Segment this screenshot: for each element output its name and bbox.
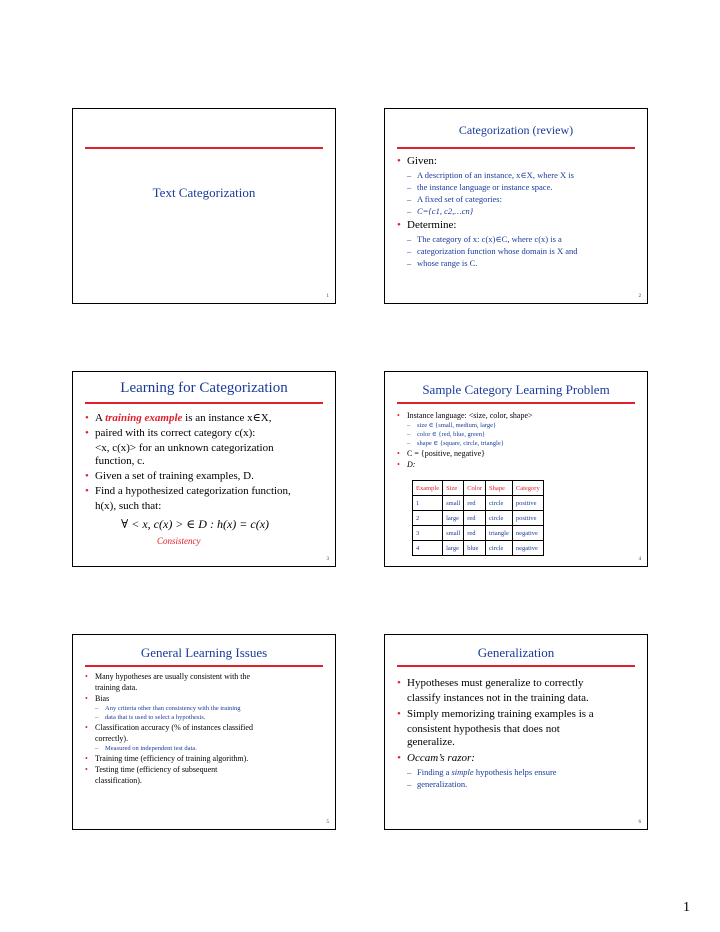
- table-cell: red: [464, 511, 486, 526]
- slide-title: Learning for Categorization: [120, 380, 288, 396]
- slide-number: 1: [326, 294, 329, 299]
- page-number: 1: [683, 900, 690, 915]
- slide-body: [397, 675, 639, 791]
- table-cell: large: [443, 511, 464, 526]
- table-header: Shape: [486, 481, 513, 496]
- table-header: Size: [443, 481, 464, 496]
- slide-4: [384, 371, 648, 567]
- bullet-cont: function, c.: [95, 455, 145, 467]
- bullet-cont: generalize.: [407, 736, 455, 748]
- title-rule: [85, 402, 323, 404]
- category-table: [412, 480, 544, 556]
- sub-bullet: – shape ∈ {square, circle, triangle}: [397, 440, 639, 448]
- sub-bullet: – size ∈ {small, medium, large}: [397, 422, 639, 430]
- sub-bullet: – color ∈ {red, blue, green}: [397, 431, 639, 439]
- table-header: Category: [512, 481, 543, 496]
- slide-number: 4: [638, 557, 641, 562]
- bullet-cont: h(x), such that:: [95, 500, 162, 512]
- slide-number: 6: [638, 820, 641, 825]
- bullet-cont: <x, c(x)> for an unknown categorization: [95, 442, 274, 454]
- table-cell: positive: [512, 496, 543, 511]
- table-cell: circle: [486, 496, 513, 511]
- table-cell: 1: [413, 496, 443, 511]
- slide-number: 3: [326, 557, 329, 562]
- sub-bullet-cont: – categorization function whose domain is X and: [397, 246, 639, 257]
- sub-bullet-cont: – C={c1, c2,…cn}: [397, 206, 639, 217]
- title-rule: [85, 147, 323, 149]
- bullet: • Many hypotheses are usually consistent with the: [85, 672, 327, 682]
- sub-bullet: – A description of an instance, x∈X, where X is: [397, 170, 639, 181]
- table-cell: large: [443, 541, 464, 556]
- slide-number: 2: [638, 294, 641, 299]
- consistency-label: Consistency: [157, 536, 201, 546]
- table-cell: circle: [486, 511, 513, 526]
- slide-title: Text Categorization: [152, 185, 256, 200]
- table-row: [413, 541, 544, 556]
- slide-body: [397, 153, 639, 270]
- title-rule: [85, 665, 323, 667]
- slide-title: Categorization (review): [458, 123, 574, 137]
- table-cell: small: [443, 496, 464, 511]
- table-cell: triangle: [486, 526, 513, 541]
- slide-title: General Learning Issues: [140, 645, 268, 660]
- bullet: • Simply memorizing training examples is a: [397, 708, 639, 721]
- sub-bullet: – The category of x: c(x)∈C, where c(x) is a: [397, 234, 639, 245]
- slide-title: Sample Category Learning Problem: [422, 382, 610, 397]
- slide-1: [72, 108, 336, 304]
- bullet: • Occam’s razor:: [397, 752, 639, 765]
- sub-bullet-cont: – data that is used to select a hypothesis.: [85, 714, 327, 722]
- bullet-cont: correctly).: [95, 734, 129, 743]
- bullet: • D:: [397, 460, 639, 470]
- bullet: • A training example is an instance x∈X,: [85, 412, 327, 425]
- title-rule: [397, 147, 635, 149]
- slide-title: Generalization: [477, 645, 555, 660]
- table-cell: 2: [413, 511, 443, 526]
- bullet: • Bias: [85, 694, 327, 704]
- sub-bullet: – Any criteria other than consistency with the training: [85, 705, 327, 713]
- slide-2: [384, 108, 648, 304]
- table-cell: positive: [512, 511, 543, 526]
- bullet: • Determine:: [397, 219, 639, 232]
- table-header: Example: [413, 481, 443, 496]
- bullet: • C = {positive, negative}: [397, 449, 639, 459]
- slide-number: 5: [326, 820, 329, 825]
- table-cell: red: [464, 496, 486, 511]
- table-row: [413, 526, 544, 541]
- table-row: [413, 496, 544, 511]
- title-rule: [397, 402, 635, 404]
- sub-bullet-cont: – generalization.: [397, 779, 639, 790]
- bullet: • Find a hypothesized categorization function,: [85, 485, 327, 498]
- table-cell: red: [464, 526, 486, 541]
- bullet-cont: • paired with its correct category c(x):: [85, 427, 327, 440]
- slide-5: [72, 634, 336, 830]
- bullet-cont: training data.: [95, 683, 138, 692]
- table-cell: 3: [413, 526, 443, 541]
- slide-body: [85, 410, 327, 546]
- table-cell: small: [443, 526, 464, 541]
- bullet: • Training time (efficiency of training algorithm).: [85, 754, 327, 764]
- bullet: • Hypotheses must generalize to correctly: [397, 677, 639, 690]
- table-cell: blue: [464, 541, 486, 556]
- table-cell: 4: [413, 541, 443, 556]
- bullet-cont: classify instances not in the training data.: [407, 692, 589, 704]
- bullet: • Given a set of training examples, D.: [85, 470, 327, 483]
- bullet-cont: consistent hypothesis that does not: [407, 723, 560, 735]
- sub-bullet: – Measured on independent test data.: [85, 745, 327, 753]
- slide-6: [384, 634, 648, 830]
- bullet: • Instance language: <size, color, shape>: [397, 411, 639, 421]
- table-row: [413, 511, 544, 526]
- bullet: • Testing time (efficiency of subsequent: [85, 765, 327, 775]
- table-header: Color: [464, 481, 486, 496]
- table-header-row: [413, 481, 544, 496]
- bullet: • Classification accuracy (% of instances classified: [85, 723, 327, 733]
- table-cell: negative: [512, 541, 543, 556]
- slide-body: [85, 671, 327, 786]
- slide-body: [397, 410, 639, 471]
- slide-3: [72, 371, 336, 567]
- sub-bullet-cont: – the instance language or instance space.: [397, 182, 639, 193]
- consistency-formula: ∀ < x, c(x) > ∈ D : h(x) = c(x): [121, 517, 270, 531]
- sub-bullet: – Finding a simple hypothesis helps ensure: [397, 767, 639, 778]
- table-cell: negative: [512, 526, 543, 541]
- sub-bullet: – A fixed set of categories:: [397, 194, 639, 205]
- bullet-cont: classification).: [95, 776, 142, 785]
- bullet: • Given:: [397, 155, 639, 168]
- sub-bullet-cont: – whose range is C.: [397, 258, 639, 269]
- title-rule: [397, 665, 635, 667]
- table-cell: circle: [486, 541, 513, 556]
